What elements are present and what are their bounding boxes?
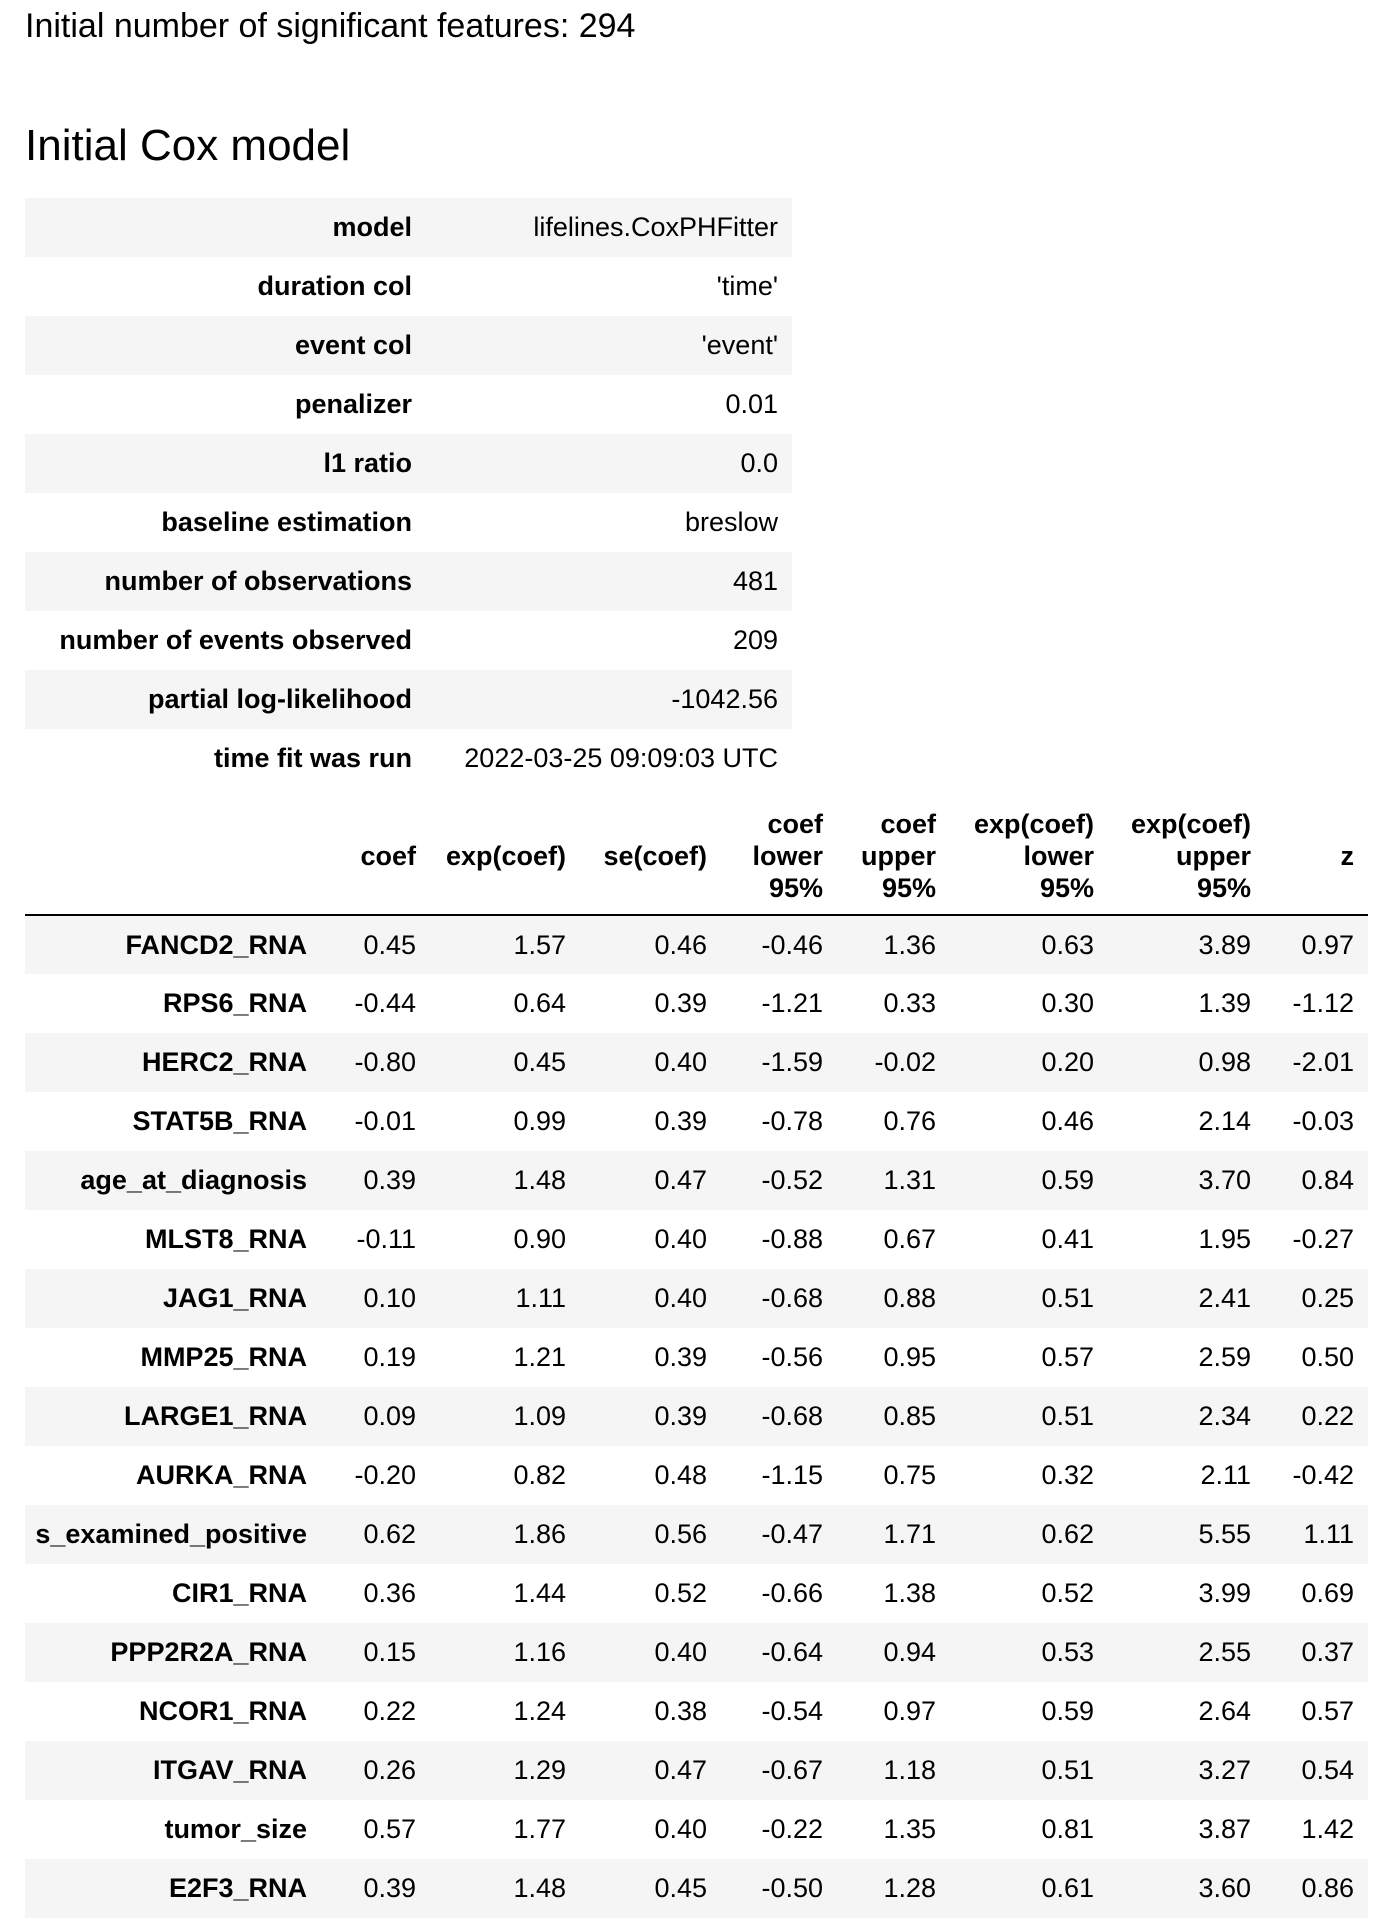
table-cell: 0.09 xyxy=(321,1387,430,1446)
summary-value: breslow xyxy=(684,507,778,537)
table-cell: 0.95 xyxy=(883,1342,936,1372)
table-cell: 0.32 xyxy=(1041,1460,1094,1490)
row-label: age_at_diagnosis xyxy=(80,1165,307,1195)
table-cell: 0.82 xyxy=(513,1460,566,1490)
table-row xyxy=(25,1328,1368,1387)
table-cell: 2.55 xyxy=(1108,1623,1265,1682)
table-cell: -1.21 xyxy=(761,988,823,1018)
table-cell: 0.53 xyxy=(950,1623,1108,1682)
row-label: RPS6_RNA xyxy=(162,988,307,1018)
row-label-cell xyxy=(25,1151,321,1210)
summary-key: baseline estimation xyxy=(161,507,412,537)
summary-key: number of events observed xyxy=(59,625,412,655)
table-cell: 3.60 xyxy=(1108,1859,1265,1918)
table-cell: 0.39 xyxy=(580,1387,721,1446)
summary-row xyxy=(25,493,792,552)
row-label: tumor_size xyxy=(164,1814,307,1844)
table-cell: 0.39 xyxy=(654,988,707,1018)
table-cell: 1.18 xyxy=(837,1741,950,1800)
table-cell: 0.51 xyxy=(950,1387,1108,1446)
table-cell: -0.54 xyxy=(761,1696,823,1726)
table-cell: -0.50 xyxy=(721,1859,837,1918)
table-cell: 0.39 xyxy=(654,1342,707,1372)
table-cell: 0.62 xyxy=(321,1505,430,1564)
table-cell: 1.28 xyxy=(837,1859,950,1918)
row-label-cell xyxy=(25,1741,321,1800)
table-cell: 0.22 xyxy=(363,1696,416,1726)
summary-row xyxy=(25,611,792,670)
table-cell: -1.59 xyxy=(721,1033,837,1092)
summary-row xyxy=(25,257,792,316)
table-cell: 0.54 xyxy=(1265,1741,1368,1800)
table-row xyxy=(25,1859,1368,1918)
table-row xyxy=(25,1387,1368,1446)
table-row xyxy=(25,1505,1368,1564)
summary-row xyxy=(25,670,792,729)
table-cell: 3.27 xyxy=(1108,1741,1265,1800)
table-cell: 0.30 xyxy=(1041,988,1094,1018)
table-cell: 0.86 xyxy=(1265,1859,1368,1918)
table-cell: 2.11 xyxy=(1200,1460,1251,1490)
table-row xyxy=(25,915,1368,974)
table-cell: 1.09 xyxy=(430,1387,580,1446)
row-label-cell xyxy=(25,1092,321,1151)
table-cell: 0.47 xyxy=(580,1741,721,1800)
table-cell: 0.25 xyxy=(1265,1269,1368,1328)
table-cell: 0.39 xyxy=(321,1151,430,1210)
table-cell: -0.80 xyxy=(321,1033,430,1092)
table-cell: 0.26 xyxy=(321,1741,430,1800)
coefficient-table-header xyxy=(25,797,1368,915)
row-label-cell xyxy=(25,1682,321,1741)
row-label: HERC2_RNA xyxy=(141,1047,307,1077)
table-cell: 0.45 xyxy=(580,1859,721,1918)
summary-row xyxy=(25,729,792,788)
table-row xyxy=(25,1269,1368,1328)
table-cell: 5.55 xyxy=(1108,1505,1265,1564)
row-label-cell xyxy=(25,974,321,1033)
row-label: E2F3_RNA xyxy=(168,1873,307,1903)
table-cell: 0.75 xyxy=(883,1460,936,1490)
summary-value: 'event' xyxy=(426,316,792,375)
table-cell: 0.52 xyxy=(654,1578,707,1608)
row-label: LARGE1_RNA xyxy=(123,1401,307,1431)
row-label-cell xyxy=(25,1859,321,1918)
table-cell: 1.95 xyxy=(1198,1224,1251,1254)
row-label: MMP25_RNA xyxy=(140,1342,307,1372)
table-cell: -2.01 xyxy=(1265,1033,1368,1092)
table-cell: 0.48 xyxy=(654,1460,707,1490)
summary-key: l1 ratio xyxy=(25,434,426,493)
table-cell: 0.50 xyxy=(1301,1342,1354,1372)
table-cell: -0.44 xyxy=(354,988,416,1018)
row-label: AURKA_RNA xyxy=(135,1460,307,1490)
table-cell: 0.15 xyxy=(321,1623,430,1682)
table-cell: -0.52 xyxy=(721,1151,837,1210)
table-cell: 3.99 xyxy=(1198,1578,1251,1608)
table-cell: 1.48 xyxy=(430,1859,580,1918)
coefficient-table xyxy=(25,797,1368,1918)
table-cell: 2.34 xyxy=(1108,1387,1265,1446)
row-label: FANCD2_RNA xyxy=(125,929,307,960)
table-cell: 0.10 xyxy=(321,1269,430,1328)
table-cell: 0.46 xyxy=(1041,1106,1094,1136)
table-cell: 0.76 xyxy=(883,1106,936,1136)
row-label: PPP2R2A_RNA xyxy=(110,1637,307,1667)
table-cell: -0.47 xyxy=(721,1505,837,1564)
table-cell: 0.98 xyxy=(1108,1033,1265,1092)
row-label-cell xyxy=(25,1800,321,1859)
row-label: s_examined_positive xyxy=(35,1519,307,1549)
table-cell: 3.89 xyxy=(1108,915,1265,974)
table-cell: 0.84 xyxy=(1265,1151,1368,1210)
table-cell: 0.97 xyxy=(1265,915,1368,974)
table-row xyxy=(25,1800,1368,1859)
row-label: NCOR1_RNA xyxy=(138,1696,307,1726)
table-cell: 0.85 xyxy=(837,1387,950,1446)
table-cell: -0.22 xyxy=(761,1814,823,1844)
table-row xyxy=(25,1682,1368,1741)
table-cell: 0.67 xyxy=(883,1224,936,1254)
table-cell: -0.78 xyxy=(761,1106,823,1136)
table-cell: -0.27 xyxy=(1292,1224,1354,1254)
row-label: ITGAV_RNA xyxy=(152,1755,307,1785)
column-header: exp(coef) xyxy=(430,797,580,915)
section-heading: Initial Cox model xyxy=(25,121,351,170)
table-cell: 0.45 xyxy=(321,915,430,974)
table-cell: -0.11 xyxy=(356,1224,416,1254)
table-cell: -0.88 xyxy=(761,1224,823,1254)
table-cell: 0.61 xyxy=(950,1859,1108,1918)
row-label-cell xyxy=(25,1328,321,1387)
table-cell: 0.64 xyxy=(513,988,566,1018)
table-cell: 1.38 xyxy=(883,1578,936,1608)
table-cell: 1.86 xyxy=(430,1505,580,1564)
table-cell: 1.16 xyxy=(430,1623,580,1682)
row-label: JAG1_RNA xyxy=(162,1283,307,1313)
table-cell: 2.64 xyxy=(1198,1696,1251,1726)
table-cell: 0.40 xyxy=(654,1814,707,1844)
summary-value: 0.0 xyxy=(426,434,792,493)
summary-value: 0.01 xyxy=(725,389,778,419)
summary-row xyxy=(25,375,792,434)
table-cell: -0.66 xyxy=(761,1578,823,1608)
table-cell: 0.57 xyxy=(1041,1342,1094,1372)
table-cell: 0.94 xyxy=(837,1623,950,1682)
table-cell: -0.56 xyxy=(761,1342,823,1372)
table-cell: 2.41 xyxy=(1108,1269,1265,1328)
table-cell: 0.37 xyxy=(1265,1623,1368,1682)
table-cell: 1.48 xyxy=(430,1151,580,1210)
table-cell: 0.51 xyxy=(950,1269,1108,1328)
table-cell: 1.21 xyxy=(513,1342,566,1372)
significant-features-text: Initial number of significant features: 294 xyxy=(25,7,636,45)
row-label-cell xyxy=(25,1387,321,1446)
row-label-header xyxy=(25,797,321,915)
table-cell: 0.39 xyxy=(654,1106,707,1136)
table-cell: 1.71 xyxy=(837,1505,950,1564)
table-cell: 1.11 xyxy=(1265,1505,1368,1564)
table-cell: -0.01 xyxy=(354,1106,416,1136)
row-label: CIR1_RNA xyxy=(171,1578,307,1608)
column-header: exp(coef) upper 95% xyxy=(1108,797,1265,915)
table-cell: 0.57 xyxy=(1301,1696,1354,1726)
table-cell: 0.46 xyxy=(580,915,721,974)
table-cell: 0.56 xyxy=(580,1505,721,1564)
table-cell: 0.90 xyxy=(513,1224,566,1254)
column-header: coef upper 95% xyxy=(837,797,950,915)
row-label: STAT5B_RNA xyxy=(132,1106,307,1136)
row-label-cell xyxy=(25,1564,321,1623)
coefficient-table-container[interactable] xyxy=(25,797,1396,1920)
table-cell: -0.68 xyxy=(721,1387,837,1446)
row-label-cell xyxy=(25,1505,321,1564)
table-cell: 1.57 xyxy=(430,915,580,974)
table-row xyxy=(25,1564,1368,1623)
row-label-cell xyxy=(25,1210,321,1269)
table-cell: 0.63 xyxy=(950,915,1108,974)
table-row xyxy=(25,1210,1368,1269)
summary-row xyxy=(25,552,792,611)
table-cell: 0.40 xyxy=(580,1623,721,1682)
table-cell: 0.36 xyxy=(363,1578,416,1608)
summary-value: 481 xyxy=(426,552,792,611)
summary-key: penalizer xyxy=(294,389,412,419)
table-cell: 0.51 xyxy=(950,1741,1108,1800)
table-row xyxy=(25,1092,1368,1151)
table-cell: 0.81 xyxy=(1041,1814,1094,1844)
table-cell: 0.39 xyxy=(321,1859,430,1918)
table-row xyxy=(25,1151,1368,1210)
table-cell: 0.59 xyxy=(950,1151,1108,1210)
table-cell: -0.03 xyxy=(1292,1106,1354,1136)
table-cell: -0.20 xyxy=(354,1460,416,1490)
summary-value: 2022-03-25 09:09:03 UTC xyxy=(464,743,778,773)
table-cell: -0.02 xyxy=(837,1033,950,1092)
table-cell: 0.40 xyxy=(654,1224,707,1254)
summary-value: lifelines.CoxPHFitter xyxy=(426,198,792,257)
column-header: z xyxy=(1265,797,1368,915)
row-label: MLST8_RNA xyxy=(144,1224,307,1254)
table-cell: -0.46 xyxy=(721,915,837,974)
table-cell: 0.41 xyxy=(1041,1224,1094,1254)
table-cell: 0.57 xyxy=(363,1814,416,1844)
table-row xyxy=(25,1741,1368,1800)
summary-row xyxy=(25,198,792,257)
table-cell: 2.59 xyxy=(1198,1342,1251,1372)
table-cell: 0.97 xyxy=(883,1696,936,1726)
summary-key: model xyxy=(25,198,426,257)
summary-key: event col xyxy=(25,316,426,375)
table-cell: 1.44 xyxy=(513,1578,566,1608)
table-cell: 0.99 xyxy=(513,1106,566,1136)
table-cell: 0.22 xyxy=(1265,1387,1368,1446)
summary-row xyxy=(25,434,792,493)
table-cell: 1.77 xyxy=(513,1814,566,1844)
row-label-cell xyxy=(25,1033,321,1092)
column-header: exp(coef) lower 95% xyxy=(950,797,1108,915)
table-row xyxy=(25,1033,1368,1092)
table-cell: -1.12 xyxy=(1292,988,1354,1018)
table-cell: -0.42 xyxy=(1292,1460,1354,1490)
summary-key: number of observations xyxy=(25,552,426,611)
table-cell: 1.11 xyxy=(430,1269,580,1328)
table-cell: 0.20 xyxy=(950,1033,1108,1092)
summary-key: duration col xyxy=(257,271,412,301)
model-summary-table xyxy=(25,198,792,788)
table-cell: -0.64 xyxy=(721,1623,837,1682)
table-cell: 1.29 xyxy=(430,1741,580,1800)
table-cell: 3.87 xyxy=(1198,1814,1251,1844)
table-cell: 0.38 xyxy=(654,1696,707,1726)
row-label-cell xyxy=(25,1269,321,1328)
table-cell: 0.40 xyxy=(580,1033,721,1092)
table-cell: 0.69 xyxy=(1301,1578,1354,1608)
table-cell: 1.39 xyxy=(1198,988,1251,1018)
table-cell: 1.31 xyxy=(837,1151,950,1210)
table-cell: 0.47 xyxy=(580,1151,721,1210)
table-cell: 0.62 xyxy=(950,1505,1108,1564)
table-row xyxy=(25,1623,1368,1682)
table-cell: 0.88 xyxy=(837,1269,950,1328)
summary-value: 'time' xyxy=(716,271,778,301)
row-label-cell xyxy=(25,1446,321,1505)
table-cell: 1.36 xyxy=(837,915,950,974)
table-cell: 1.24 xyxy=(513,1696,566,1726)
summary-key: time fit was run xyxy=(213,743,412,773)
column-header: se(coef) xyxy=(580,797,721,915)
row-label-cell xyxy=(25,915,321,974)
table-cell: 0.59 xyxy=(1041,1696,1094,1726)
table-cell: 3.70 xyxy=(1108,1151,1265,1210)
row-label-cell xyxy=(25,1623,321,1682)
table-cell: 2.14 xyxy=(1198,1106,1251,1136)
column-header: coef xyxy=(321,797,430,915)
table-cell: 1.35 xyxy=(883,1814,936,1844)
table-cell: -1.15 xyxy=(761,1460,823,1490)
table-cell: -0.68 xyxy=(721,1269,837,1328)
column-header: coef lower 95% xyxy=(721,797,837,915)
table-cell: 0.45 xyxy=(430,1033,580,1092)
summary-key: partial log-likelihood xyxy=(25,670,426,729)
table-row xyxy=(25,1446,1368,1505)
table-cell: 1.42 xyxy=(1301,1814,1354,1844)
table-row xyxy=(25,974,1368,1033)
table-cell: 0.33 xyxy=(883,988,936,1018)
summary-value: -1042.56 xyxy=(426,670,792,729)
table-cell: -0.67 xyxy=(721,1741,837,1800)
summary-row xyxy=(25,316,792,375)
summary-value: 209 xyxy=(732,625,778,655)
table-cell: 0.52 xyxy=(1041,1578,1094,1608)
table-cell: 0.40 xyxy=(580,1269,721,1328)
table-cell: 0.19 xyxy=(363,1342,416,1372)
